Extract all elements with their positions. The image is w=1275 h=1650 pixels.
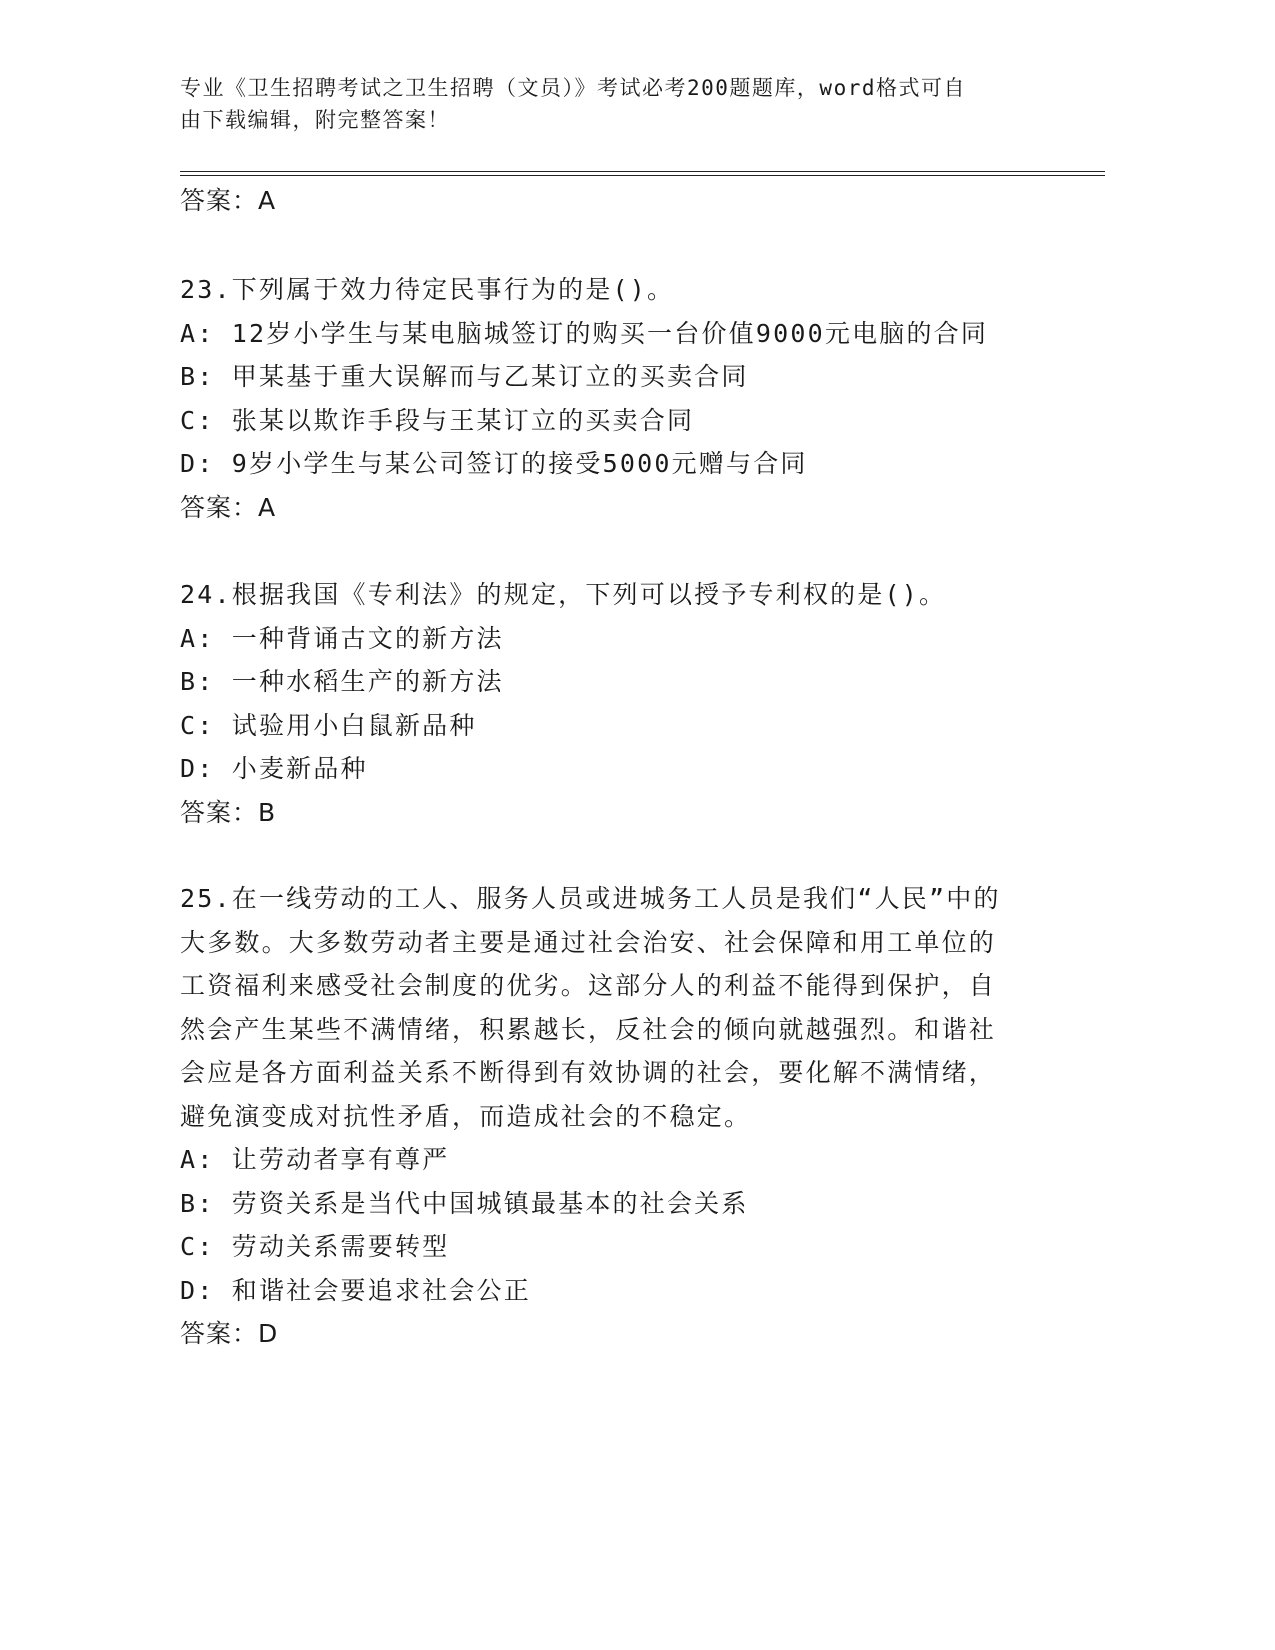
question-23 [180, 268, 1050, 529]
option-a: A: 12岁小学生与某电脑城签订的购买一台价值9000元电脑的合同 [180, 318, 989, 348]
question-stem-line: 大多数。大多数劳动者主要是通过社会治安、社会保障和用工单位的 [180, 927, 997, 957]
question-stem-line: 工资福利来感受社会制度的优劣。这部分人的利益不能得到保护，自 [180, 971, 997, 1000]
answer-label: 答案：A [180, 492, 277, 522]
question-stem: 24.根据我国《专利法》的规定，下列可以授予专利权的是()。 [180, 580, 947, 609]
question-stem-line: 25.在一线劳动的工人、服务人员或进城务工人员是我们“人民”中的 [180, 884, 1001, 913]
question-stem: 23.下列属于效力待定民事行为的是()。 [180, 275, 675, 304]
previous-answer: 答案：A [180, 186, 277, 215]
option-c: C: 试验用小白鼠新品种 [180, 710, 477, 740]
header-divider-bottom [180, 175, 1105, 176]
question-25 [180, 877, 1050, 1356]
option-b: B: 一种水稻生产的新方法 [180, 667, 504, 696]
answer-label: 答案：D [180, 1319, 279, 1348]
header-divider-top [180, 171, 1105, 172]
option-b: B: 劳资关系是当代中国城镇最基本的社会关系 [180, 1188, 749, 1218]
header-line-1: 专业《卫生招聘考试之卫生招聘（文员）》考试必考200题题库，word格式可自 [180, 76, 966, 100]
question-stem-line: 避免演变成对抗性矛盾，而造成社会的不稳定。 [180, 1101, 752, 1131]
question-24 [180, 573, 1050, 834]
option-d: D: 和谐社会要追求社会公正 [180, 1275, 531, 1305]
option-a: A: 一种背诵古文的新方法 [180, 623, 504, 653]
document-header [180, 72, 1040, 136]
option-d: D: 小麦新品种 [180, 754, 368, 783]
option-d: D: 9岁小学生与某公司签订的接受5000元赠与合同 [180, 449, 808, 478]
header-line-2: 由下载编辑，附完整答案！ [180, 108, 450, 132]
question-stem-line: 会应是各方面利益关系不断得到有效协调的社会，要化解不满情绪， [180, 1058, 997, 1087]
option-c: C: 张某以欺诈手段与王某订立的买卖合同 [180, 405, 695, 435]
question-stem-line: 然会产生某些不满情绪，积累越长，反社会的倾向就越强烈。和谐社 [180, 1014, 997, 1044]
answer-label: 答案：B [180, 797, 277, 827]
option-c: C: 劳动关系需要转型 [180, 1232, 450, 1261]
option-b: B: 甲某基于重大误解而与乙某订立的买卖合同 [180, 362, 749, 391]
option-a: A: 让劳动者享有尊严 [180, 1145, 450, 1174]
